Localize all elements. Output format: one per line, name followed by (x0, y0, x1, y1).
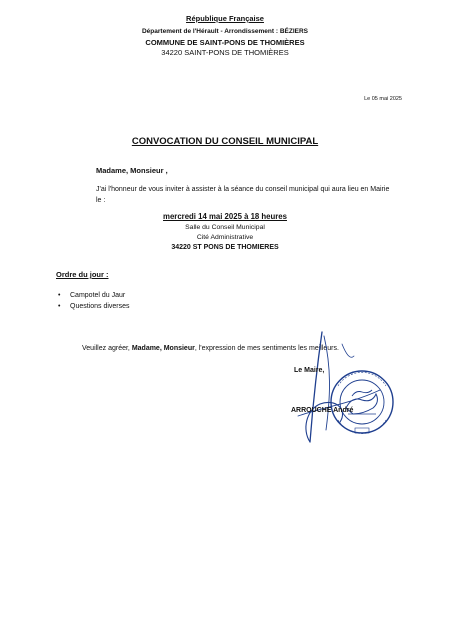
signer-name: ARROUCHE André (291, 407, 354, 414)
salutation: Madame, Monsieur , (96, 166, 168, 175)
document-title: CONVOCATION DU CONSEIL MUNICIPAL (131, 136, 319, 147)
commune-address: 34220 SAINT-PONS DE THOMIÈRES (161, 48, 289, 57)
agenda-item (56, 292, 130, 303)
agenda-item (56, 303, 130, 314)
agenda-item-label: Questions diverses (70, 303, 130, 310)
meeting-datetime: mercredi 14 mai 2025 à 18 heures (163, 212, 287, 221)
document-date: Le 05 mai 2025 (364, 96, 402, 102)
meeting-building: Cité Administrative (196, 234, 254, 241)
agenda-heading: Ordre du jour : (56, 270, 109, 279)
bullet-icon: • (58, 292, 61, 299)
closing-after: , l'expression de mes sentiments les meilleurs. (194, 345, 339, 352)
signature-and-stamp (280, 330, 400, 450)
handwritten-signature (298, 332, 380, 442)
meeting-city: 34220 ST PONS DE THOMIERES (171, 244, 279, 251)
mairie-stamp (331, 371, 393, 434)
closing-emphasis: Madame, Monsieur (131, 345, 195, 352)
agenda-list (56, 292, 130, 314)
bullet-icon: • (58, 303, 61, 310)
meeting-room: Salle du Conseil Municipal (185, 224, 265, 231)
agenda-item-label: Campotel du Jaur (70, 292, 126, 299)
republic-heading: République Française (186, 14, 264, 23)
signer-role: Le Maire, (294, 367, 325, 374)
commune-name: COMMUNE DE SAINT-PONS DE THOMIÈRES (145, 38, 305, 47)
department-line: Département de l'Hérault - Arrondissement : BÉZIERS (141, 28, 308, 35)
intro-paragraph: J'ai l'honneur de vous inviter à assister à la séance du conseil municipal qui aura lieu en Mairie le : (96, 186, 390, 204)
closing-before: Veuillez agréer, (82, 345, 132, 352)
